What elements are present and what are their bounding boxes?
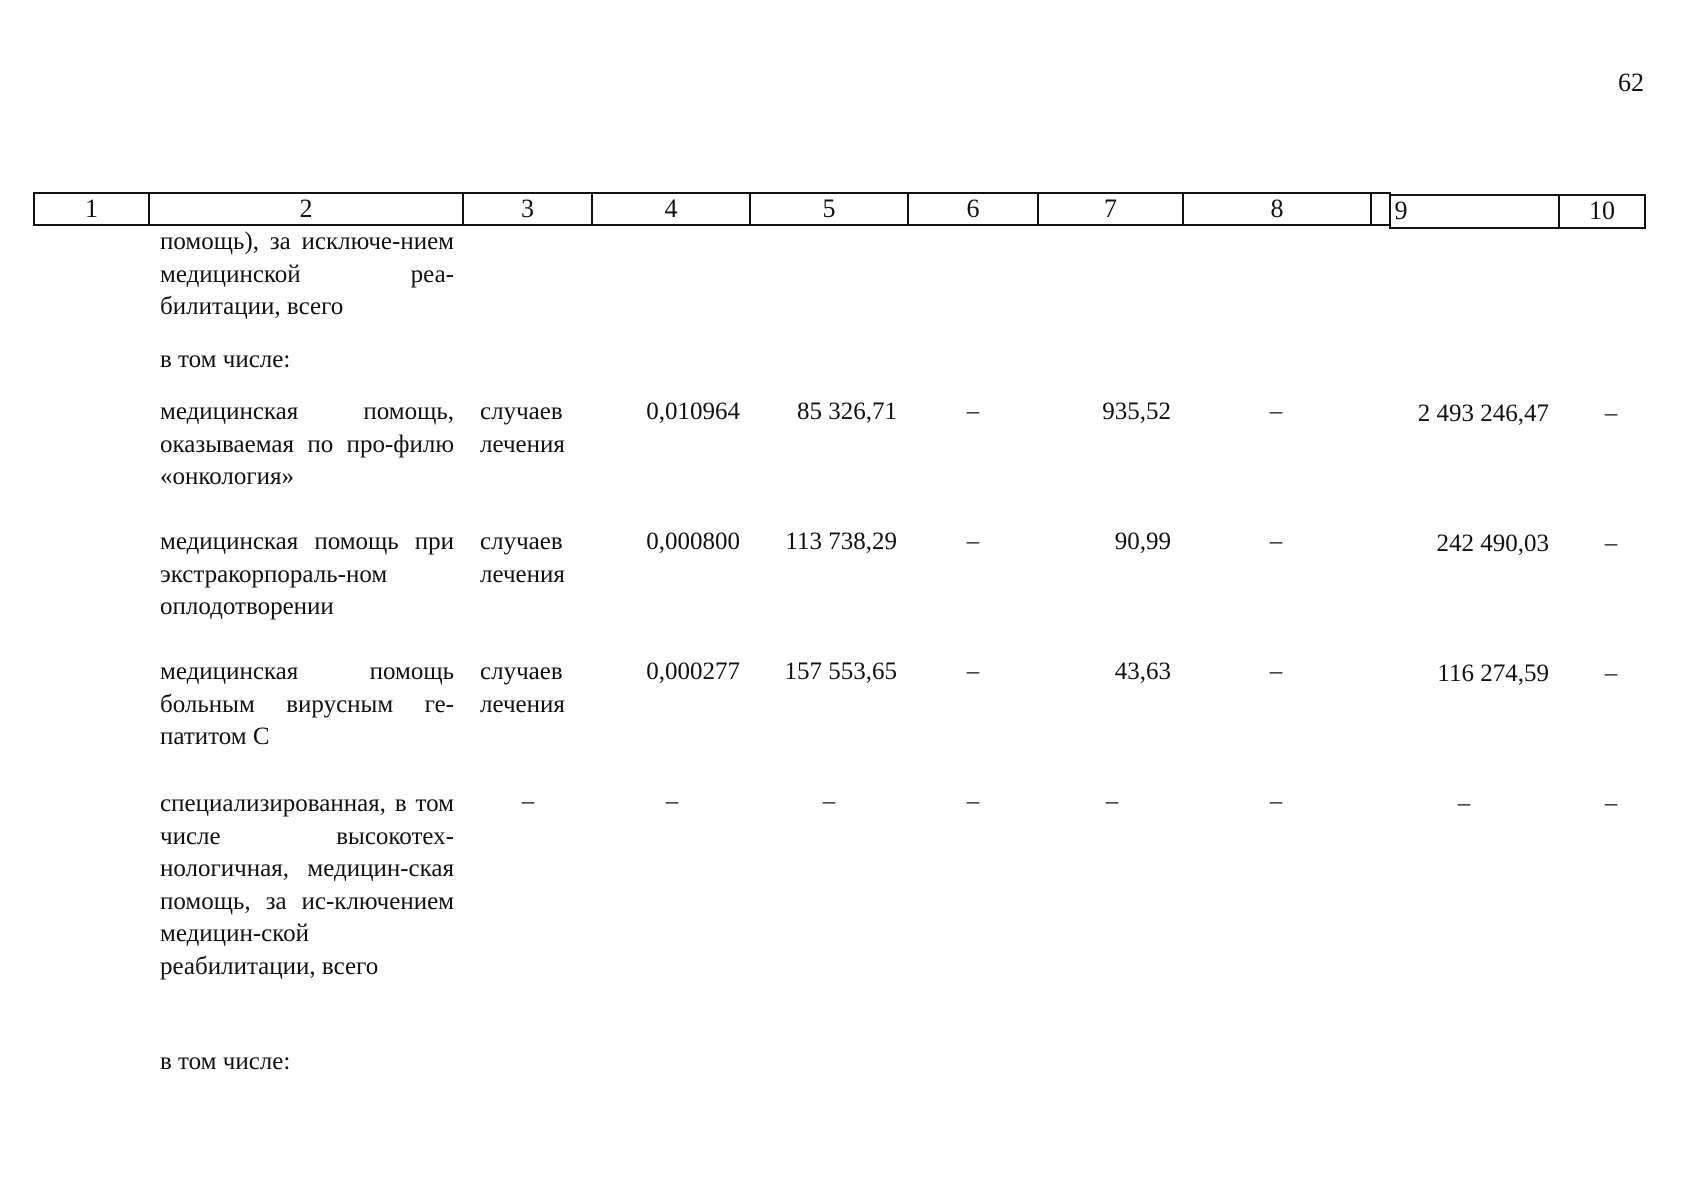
row-c9: 2 493 246,47 bbox=[1417, 400, 1549, 427]
table-header-columns-1-9 bbox=[33, 192, 1391, 226]
row-c8: – bbox=[1269, 788, 1283, 815]
header-col-5: 5 bbox=[749, 194, 907, 224]
row-name: специализированная, в том числе высокотех-нологичная, медицин-ская помощь, за ис-ключением медицин-ской реабилитации, всего bbox=[160, 790, 454, 980]
header-col-10: 10 bbox=[1558, 196, 1644, 227]
row-c5: 157 553,65 bbox=[784, 658, 897, 685]
header-col-3: 3 bbox=[462, 194, 591, 224]
header-col-1: 1 bbox=[85, 194, 98, 223]
page-number: 62 bbox=[1618, 68, 1644, 97]
row-c10: – bbox=[1604, 660, 1618, 687]
row-c7: 935,52 bbox=[1102, 398, 1171, 425]
row-name: медицинская помощь при экстракорпораль-ном оплодотворении bbox=[160, 528, 454, 620]
row-c8: – bbox=[1269, 528, 1283, 555]
row-c9: – bbox=[1457, 790, 1471, 817]
row-c7: 90,99 bbox=[1114, 528, 1171, 555]
row-c6: – bbox=[966, 788, 980, 815]
row-c6: – bbox=[966, 658, 980, 685]
row-c4: 0,000277 bbox=[646, 658, 740, 685]
row-c6: – bbox=[966, 528, 980, 555]
header-col-9: 9 bbox=[1394, 196, 1408, 225]
row-c5: 113 738,29 bbox=[785, 528, 897, 555]
row-c4: 0,000800 bbox=[646, 528, 740, 555]
row-unit: случаев лечения bbox=[480, 528, 565, 588]
row-name: медицинская помощь больным вирусным ге-патитом С bbox=[160, 658, 454, 750]
row-c9: 116 274,59 bbox=[1437, 660, 1549, 687]
header-col-2: 2 bbox=[148, 194, 462, 224]
row-c7: 43,63 bbox=[1114, 658, 1171, 685]
header-col-6: 6 bbox=[907, 194, 1037, 224]
in-that-number-label: в том числе: bbox=[160, 346, 291, 373]
row-unit: – bbox=[521, 788, 535, 815]
row-unit: случаев лечения bbox=[480, 398, 565, 458]
row-name: медицинская помощь, оказываемая по про-филю «онкология» bbox=[160, 398, 454, 490]
row-c10: – bbox=[1604, 530, 1618, 557]
table-header-columns-9-10 bbox=[1389, 194, 1646, 229]
in-that-number-label: в том числе: bbox=[160, 1048, 291, 1075]
lead-text: помощь), за исключе-нием медицинской реа-билитации, всего bbox=[160, 228, 454, 320]
header-col-4: 4 bbox=[591, 194, 749, 224]
row-c9: 242 490,03 bbox=[1436, 530, 1549, 557]
row-c5: – bbox=[822, 788, 836, 815]
row-c6: – bbox=[966, 398, 980, 425]
row-c5: 85 326,71 bbox=[797, 398, 897, 425]
header-col-7: 7 bbox=[1037, 194, 1182, 224]
header-col-8: 8 bbox=[1182, 194, 1370, 224]
row-c10: – bbox=[1604, 400, 1618, 427]
row-c7: – bbox=[1105, 788, 1119, 815]
row-c8: – bbox=[1269, 658, 1283, 685]
row-c4: 0,010964 bbox=[646, 398, 740, 425]
row-c10: – bbox=[1604, 790, 1618, 817]
row-unit: случаев лечения bbox=[480, 658, 565, 718]
row-c4: – bbox=[665, 788, 679, 815]
row-c8: – bbox=[1269, 398, 1283, 425]
